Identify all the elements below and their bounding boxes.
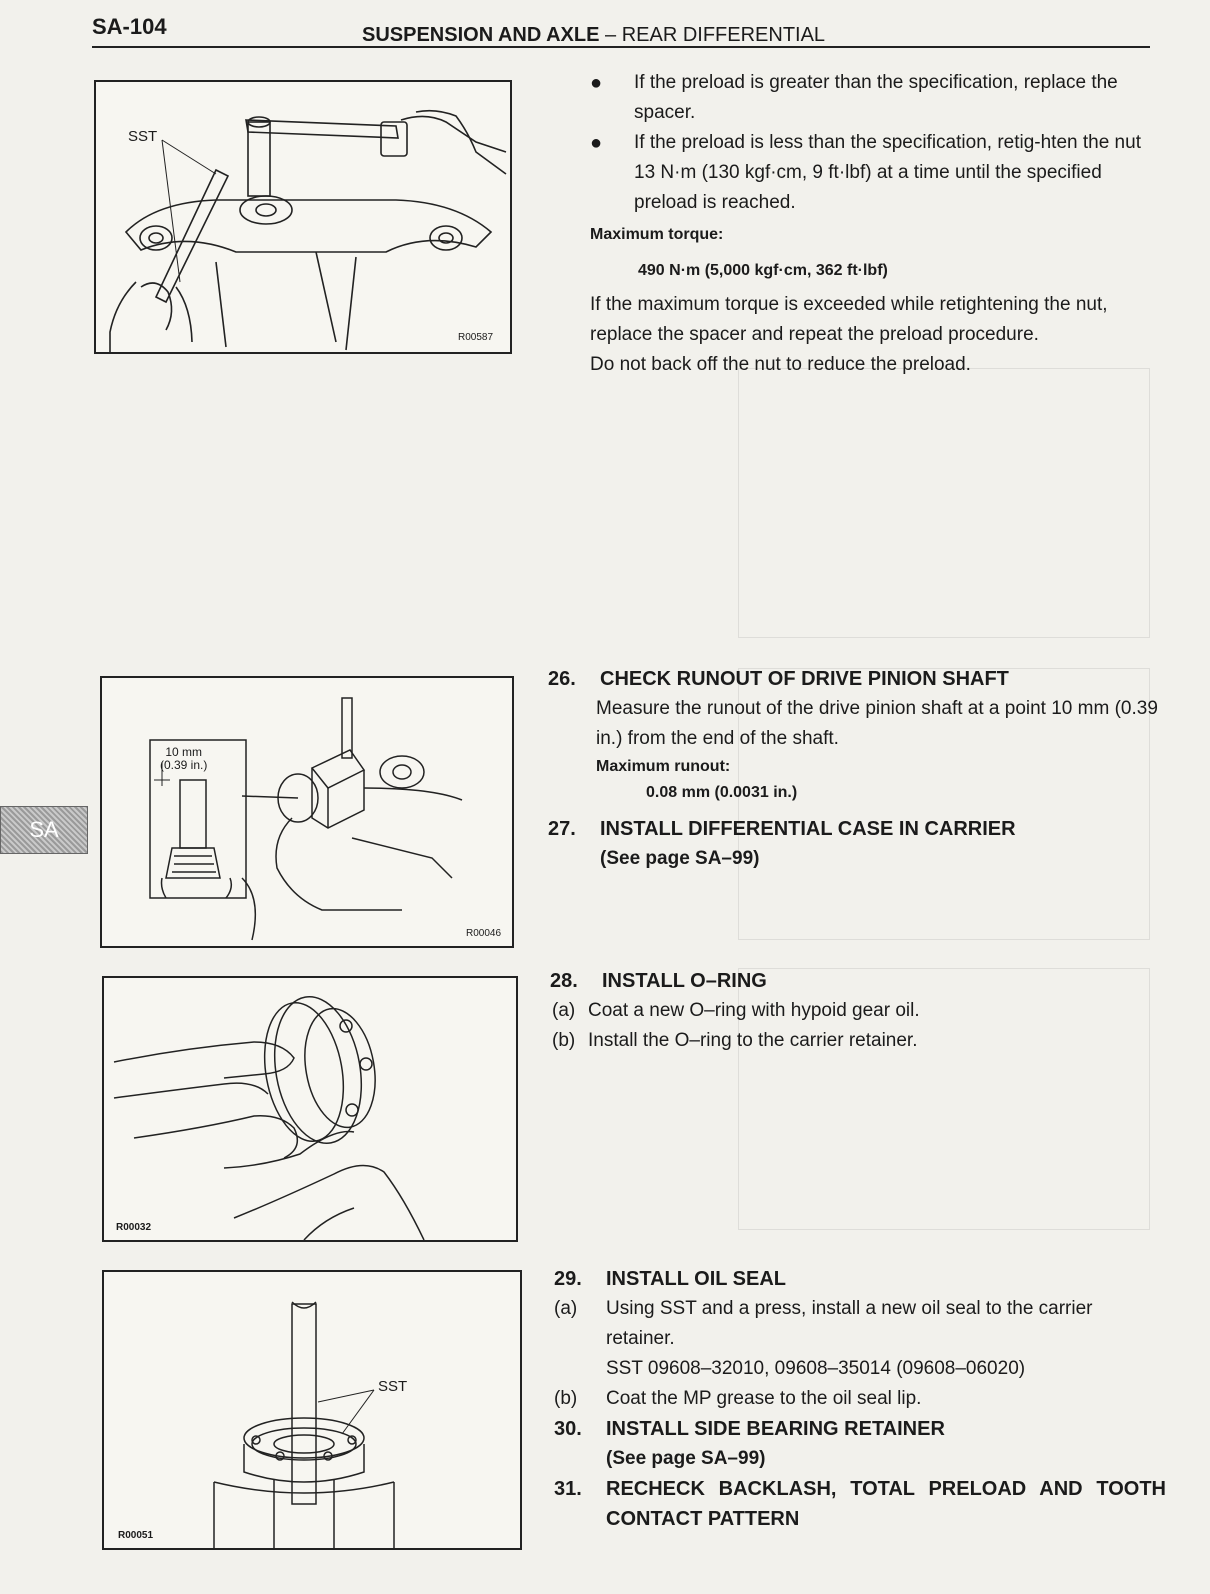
list-item xyxy=(552,1026,1150,1056)
callout-dimension xyxy=(160,746,207,772)
list-item xyxy=(590,128,1155,218)
step-30 xyxy=(554,1414,1170,1444)
step-30-ref xyxy=(554,1444,1170,1474)
step-body: Measure the runout of the drive pinion shaft at a point 10 mm (0.39 in.) from the end of the shaft. xyxy=(596,698,1158,749)
step-28-section xyxy=(550,966,1150,1056)
wrench-illustration xyxy=(96,82,510,352)
spec-value: 490 N·m (5,000 kgf·cm, 362 ft·lbf) xyxy=(638,262,888,279)
list-item xyxy=(590,68,1155,128)
note-text: Do not back off the nut to reduce the preload. xyxy=(590,354,971,375)
step-27 xyxy=(548,814,1168,844)
o-ring-illustration xyxy=(104,978,516,1240)
step-number: 27. xyxy=(548,818,576,840)
bullet-icon: ● xyxy=(590,72,603,94)
callout-sst: SST xyxy=(128,128,158,145)
figure-runout-check xyxy=(100,676,514,948)
spec-value: 0.08 mm (0.0031 in.) xyxy=(646,784,798,801)
sub-label: (b) xyxy=(554,1388,578,1409)
note-text: If the maximum torque is exceeded while retightening the nut, replace the spacer and repeat the preload procedure. xyxy=(590,294,1108,345)
sub-label: (a) xyxy=(554,1298,578,1319)
sub-label xyxy=(554,1354,606,1384)
step-number: 26. xyxy=(548,668,576,690)
sub-text: Using SST and a press, install a new oil seal to the carrier retainer. xyxy=(606,1298,1093,1349)
preload-section xyxy=(590,68,1155,380)
page-title xyxy=(362,24,825,47)
steps-26-27 xyxy=(548,664,1168,874)
step-31 xyxy=(554,1474,1170,1534)
bullet-text: If the preload is greater than the specification, replace the spacer. xyxy=(634,72,1118,123)
steps-29-31 xyxy=(554,1264,1170,1534)
step-number: 31. xyxy=(554,1478,582,1500)
bullet-icon: ● xyxy=(590,132,603,154)
callout-sst: SST xyxy=(378,1378,408,1395)
page-number: SA-104 xyxy=(92,14,167,39)
sub-text: Install the O–ring to the carrier retainer. xyxy=(588,1030,918,1051)
section-title: SUSPENSION AND AXLE xyxy=(362,24,600,46)
step-number: 29. xyxy=(554,1268,582,1290)
spec-label: Maximum torque: xyxy=(590,226,724,243)
header-rule xyxy=(92,46,1150,48)
list-item xyxy=(554,1384,1170,1414)
step-title: RECHECK BACKLASH, TOTAL PRELOAD AND TOOTH CONTACT PATTERN xyxy=(606,1478,1166,1530)
figure-code: R00032 xyxy=(116,1222,152,1233)
section-tab: SA xyxy=(0,806,88,854)
press-illustration xyxy=(104,1272,520,1548)
step-27-ref xyxy=(548,844,1168,874)
step-title: INSTALL DIFFERENTIAL CASE IN CARRIER xyxy=(600,818,1016,840)
sub-label: (a) xyxy=(552,1000,576,1021)
figure-code: R00046 xyxy=(466,928,502,939)
page-reference: (See page SA–99) xyxy=(600,848,760,869)
step-title: CHECK RUNOUT OF DRIVE PINION SHAFT xyxy=(600,668,1009,690)
spec-label: Maximum runout: xyxy=(596,758,731,775)
sub-label: (b) xyxy=(552,1030,576,1051)
figure-o-ring xyxy=(102,976,518,1242)
step-number: 30. xyxy=(554,1418,582,1440)
sub-text: Coat a new O–ring with hypoid gear oil. xyxy=(588,1000,920,1021)
dimension-in: (0.39 in.) xyxy=(160,758,208,772)
figure-oil-seal-press xyxy=(102,1270,522,1550)
bullet-text: If the preload is less than the specification, retig-hten the nut 13 N·m (130 kgf·cm, 9 ft·lbf) at a time until the specified preload is reached. xyxy=(634,132,1141,213)
step-29 xyxy=(554,1264,1170,1294)
section-subtitle: – REAR DIFFERENTIAL xyxy=(599,24,826,46)
list-item xyxy=(552,996,1150,1026)
figure-preload-torque-wrench xyxy=(94,80,512,354)
step-title: INSTALL OIL SEAL xyxy=(606,1268,787,1290)
bleed-through-illustration xyxy=(738,368,1150,638)
list-item xyxy=(554,1354,1170,1384)
sub-text: Coat the MP grease to the oil seal lip. xyxy=(606,1388,922,1409)
list-item xyxy=(554,1294,1170,1354)
dial-gauge-illustration xyxy=(102,678,512,946)
page-reference: (See page SA–99) xyxy=(606,1448,766,1469)
step-title: INSTALL O–RING xyxy=(602,970,767,992)
sst-part-numbers: SST 09608–32010, 09608–35014 (09608–06020) xyxy=(606,1358,1026,1379)
figure-code: R00051 xyxy=(118,1530,154,1541)
step-28 xyxy=(550,966,1150,996)
step-number: 28. xyxy=(550,970,578,992)
dimension-mm: 10 mm xyxy=(165,745,203,759)
step-26 xyxy=(548,664,1168,694)
step-title: INSTALL SIDE BEARING RETAINER xyxy=(606,1418,945,1440)
figure-code: R00587 xyxy=(458,332,494,343)
